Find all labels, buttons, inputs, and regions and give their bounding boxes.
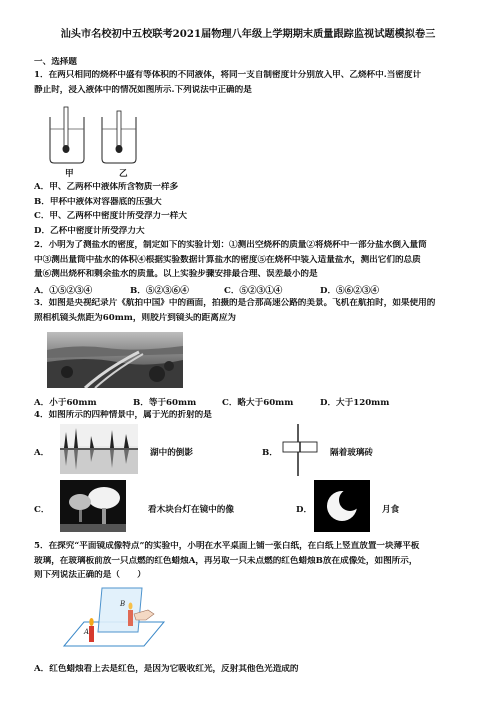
q3-option-a: A．小于60mm [34,398,97,408]
q5-stem-line1: 5．在探究“平面镜成像特点”的实验中，小明在水平桌面上铺一张白纸，在白纸上竖直放置一块薄平板 [34,541,420,551]
q3-option-c: C．略大于60mm [222,398,294,408]
q4-desk-lamp-photo [60,480,126,532]
q1-label-jia: 甲 [65,169,74,179]
section-heading: 一、选择题 [34,57,77,67]
q1-option-a: A．甲、乙两杯中液体所含物质一样多 [34,182,179,192]
q5-stem-line2: 玻璃，在玻璃板前放一只点燃的红色蜡烛A，再另取一只未点燃的红色蜡烛B放在成像处，如图所示， [34,556,418,566]
q3-stem-line1: 3．如图是央视纪录片《航拍中国》中的画面，拍摄的是合那高速公路的美景。飞机在航拍时，如果使用的 [34,298,436,308]
q2-stem-line1: 2．小明为了测盐水的密度，制定如下的实验计划：①测出空烧杯的质量②将烧杯中一部分盐水倒入量筒 [34,240,427,250]
q3-stem-line2: 照相机镜头焦距为60mm，则胶片到镜头的距离应为 [34,313,237,323]
q2-option-a: A．①⑤②③④ [34,286,93,296]
q5-figure-label-a: A [84,628,90,636]
q4-a-caption: 湖中的倒影 [150,448,193,458]
q1-stem-line2: 静止时，浸入液体中的情况如图所示.下列说法中正确的是 [34,85,252,95]
q3-option-d: D．大于120mm [320,398,390,408]
q2-stem-line3: 量⑥测出烧杯和剩余盐水的质量。以上实验步骤安排最合理、误差最小的是 [34,269,318,279]
q4-stem: 4．如图所示的四种情景中，属于光的折射的是 [34,410,212,420]
q5-figure-label-b: B [120,600,126,608]
q5-stem-line3: 则下列说法正确的是（ ） [34,570,146,580]
q4-c-letter: C． [34,505,50,515]
q1-beakers-figure [44,103,144,165]
q4-b-caption: 隔着玻璃砖 [330,448,373,458]
q1-label-yi: 乙 [119,169,128,179]
q2-option-c: C．⑤②③①④ [224,286,283,296]
q1-option-c: C．甲、乙两杯中密度计所受浮力一样大 [34,211,187,221]
q4-d-caption: 月食 [382,505,400,515]
q4-lake-reflection-photo [60,424,138,474]
q5-mirror-experiment-figure [62,584,166,650]
q1-option-b: B．甲杯中液体对容器底的压强大 [34,197,162,207]
q3-aerial-photo [47,332,183,388]
q3-option-b: B．等于60mm [133,398,197,408]
q1-stem-line1: 1．在两只相同的烧杯中盛有等体积的不同液体，将同一支自制密度计分别放入甲、乙烧杯中.当密度计 [34,70,422,80]
q4-b-letter: B． [262,448,278,458]
q5-option-a: A．红色蜡烛看上去是红色，是因为它吸收红光，反射其他色光造成的 [34,664,299,674]
q2-option-b: B．⑤②③⑥④ [130,286,189,296]
q4-glass-block-figure [282,424,318,476]
page-title: 汕头市名校初中五校联考2021届物理八年级上学期期末质量跟踪监视试题模拟卷三 [60,28,436,40]
q2-option-d: D．⑤⑥②③④ [320,286,380,296]
q4-c-caption: 看木块台灯在镜中的像 [148,505,234,515]
q4-a-letter: A． [34,448,50,458]
q4-lunar-eclipse-photo [314,480,370,532]
q1-option-d: D．乙杯中密度计所受浮力大 [34,226,145,236]
q2-stem-line2: 中③测出量筒中盐水的体积④根据实验数据计算盐水的密度⑤在烧杯中装入适量盐水，测出它们的总质 [34,255,421,265]
q4-d-letter: D． [296,505,313,515]
